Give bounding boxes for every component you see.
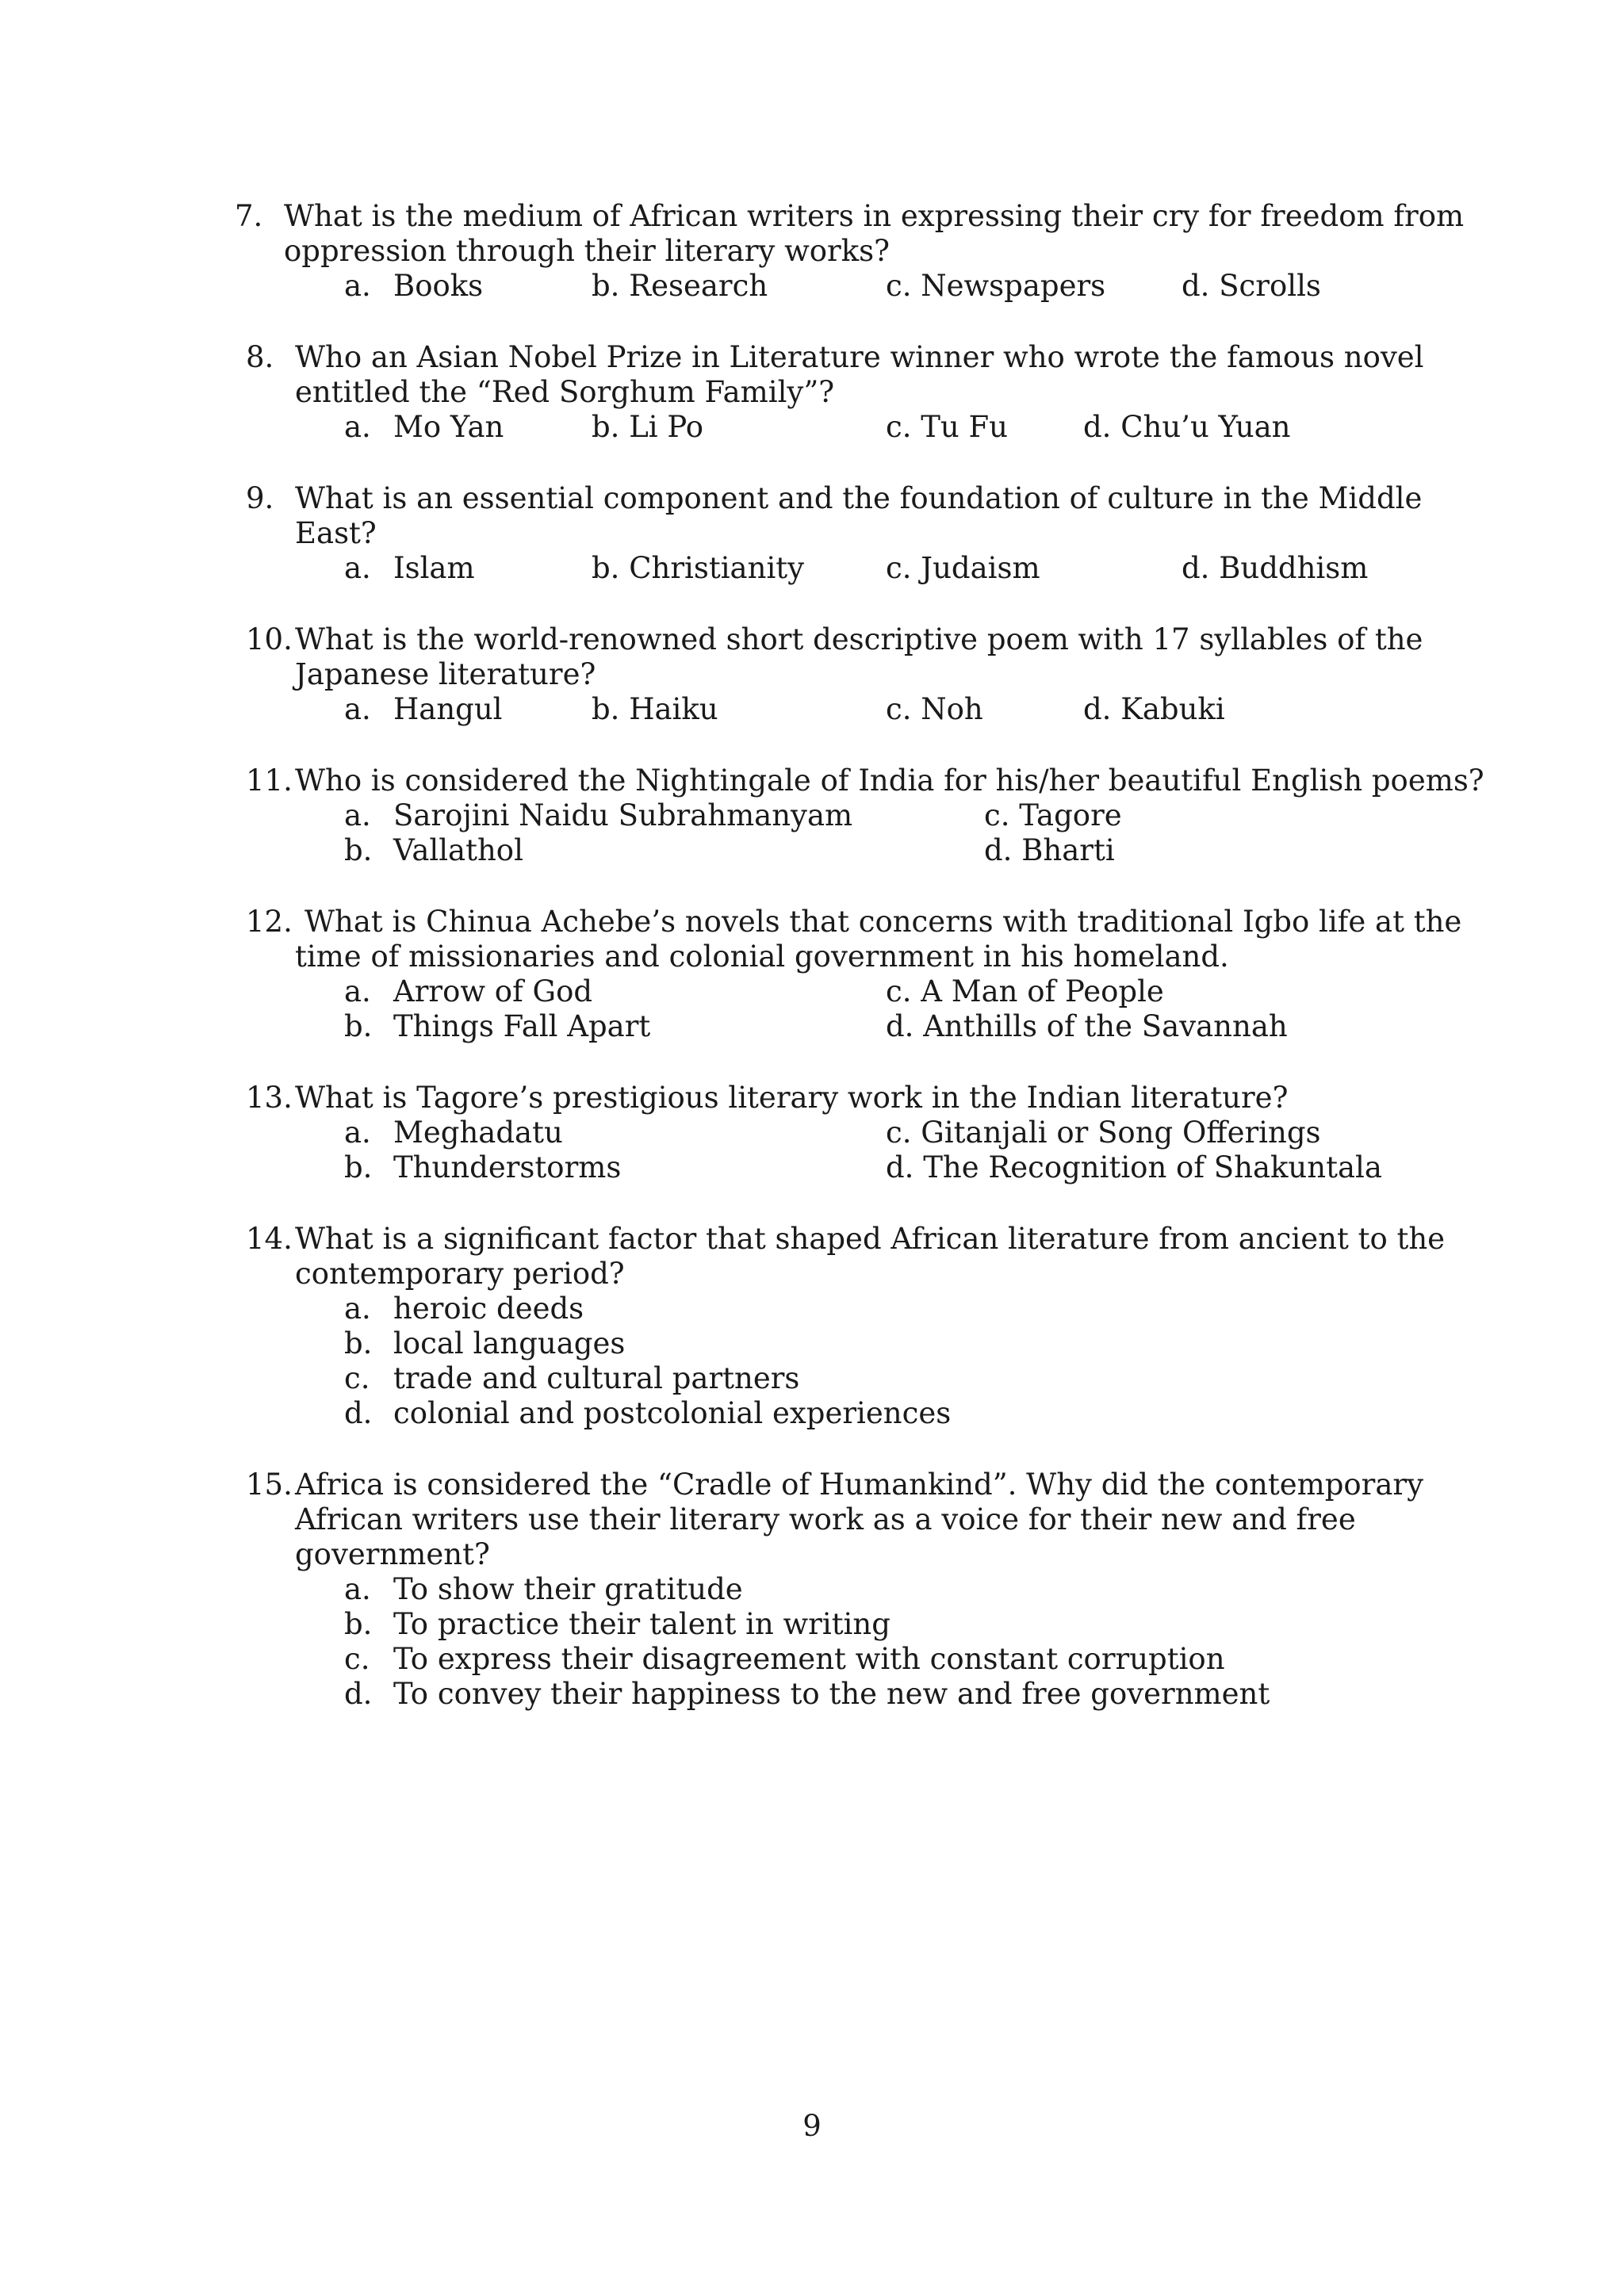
question-number: 8. xyxy=(246,340,274,374)
question-number: 14. xyxy=(246,1222,293,1256)
question-number: 13. xyxy=(246,1081,293,1115)
option-letter: a. xyxy=(344,551,371,585)
option-letter: a. xyxy=(344,692,371,726)
question-text-line: entitled the “Red Sorghum Family”? xyxy=(295,375,835,409)
option-text: local languages xyxy=(393,1326,626,1360)
question-text-line: What is an essential component and the foundation of culture in the Middle xyxy=(295,481,1423,515)
option-c xyxy=(344,1642,1225,1677)
question-text-line: Who is considered the Nightingale of India for his/her beautiful English poems? xyxy=(295,763,1484,798)
option-text: Books xyxy=(393,269,484,303)
option-c: c. Noh xyxy=(886,692,983,726)
question-number: 12. xyxy=(246,905,293,939)
option-b: b. Li Po xyxy=(592,410,704,444)
option-a xyxy=(344,692,503,727)
option-text: Arrow of God xyxy=(393,974,593,1008)
option-c: c. Gitanjali or Song Offerings xyxy=(886,1115,1321,1150)
option-text: Islam xyxy=(393,551,475,585)
question-text-line: oppression through their literary works? xyxy=(284,234,890,268)
question-text-line: Who an Asian Nobel Prize in Literature winner who wrote the famous novel xyxy=(295,340,1424,374)
question-text-line: government? xyxy=(295,1537,490,1571)
option-d: d. Anthills of the Savannah xyxy=(886,1009,1288,1043)
question-number: 15. xyxy=(246,1468,293,1502)
question-text-line: What is Chinua Achebe’s novels that concerns with traditional Igbo life at the xyxy=(304,905,1462,939)
option-d: d. Bharti xyxy=(984,833,1115,867)
option-text: Meghadatu xyxy=(393,1115,563,1150)
option-text: To express their disagreement with constant corruption xyxy=(393,1642,1225,1676)
option-a xyxy=(344,1115,563,1150)
option-c xyxy=(344,1361,799,1396)
question-number: 9. xyxy=(246,481,274,515)
option-c: c. Judaism xyxy=(886,551,1040,585)
question-number: 10. xyxy=(246,622,293,656)
option-text: trade and cultural partners xyxy=(393,1361,800,1395)
option-d: d. Scrolls xyxy=(1182,269,1321,303)
option-letter: b. xyxy=(344,833,373,867)
option-c: c. Newspapers xyxy=(886,269,1106,303)
option-d: d. Chu’u Yuan xyxy=(1083,410,1291,444)
question-text-line: What is a significant factor that shaped African literature from ancient to the xyxy=(295,1222,1446,1256)
option-a xyxy=(344,798,852,833)
option-b: b. Research xyxy=(592,269,768,303)
option-letter: a. xyxy=(344,798,371,832)
option-letter: b. xyxy=(344,1326,373,1360)
question-text-line: time of missionaries and colonial government in his homeland. xyxy=(295,939,1229,974)
option-text: To practice their talent in writing xyxy=(393,1607,891,1641)
option-d xyxy=(344,1396,951,1431)
option-b xyxy=(344,1326,625,1361)
option-a xyxy=(344,1292,584,1326)
option-text: To convey their happiness to the new and free government xyxy=(393,1677,1270,1711)
option-text: To show their gratitude xyxy=(393,1572,743,1606)
option-d xyxy=(344,1677,1270,1712)
option-letter: b. xyxy=(344,1150,373,1184)
question-number: 11. xyxy=(246,763,293,798)
option-letter: a. xyxy=(344,410,371,444)
option-letter: a. xyxy=(344,269,371,303)
question-text-line: What is Tagore’s prestigious literary work in the Indian literature? xyxy=(295,1081,1289,1115)
option-letter: c. xyxy=(344,1361,370,1395)
question-text-line: Japanese literature? xyxy=(295,657,596,691)
option-b xyxy=(344,1150,621,1185)
option-text: Mo Yan xyxy=(393,410,504,444)
option-letter: a. xyxy=(344,1572,371,1606)
option-c: c. A Man of People xyxy=(886,974,1164,1008)
question-text-line: Africa is considered the “Cradle of Humankind”. Why did the contemporary xyxy=(295,1468,1424,1502)
option-b xyxy=(344,833,523,868)
question-text-line: African writers use their literary work as a voice for their new and free xyxy=(295,1502,1356,1536)
option-letter: d. xyxy=(344,1677,373,1711)
option-b: b. Christianity xyxy=(592,551,805,585)
option-letter: a. xyxy=(344,1292,371,1326)
option-text: heroic deeds xyxy=(393,1292,584,1326)
question-text-line: contemporary period? xyxy=(295,1257,625,1291)
option-d: d. Kabuki xyxy=(1083,692,1225,726)
question-text-line: What is the medium of African writers in expressing their cry for freedom from xyxy=(284,199,1465,233)
question-text-line: East? xyxy=(295,516,377,550)
option-letter: c. xyxy=(344,1642,370,1676)
option-d: d. The Recognition of Shakuntala xyxy=(886,1150,1382,1184)
option-letter: a. xyxy=(344,1115,371,1150)
option-b xyxy=(344,1607,891,1642)
option-text: Sarojini Naidu Subrahmanyam xyxy=(393,798,853,832)
option-letter: b. xyxy=(344,1607,373,1641)
question-number: 7. xyxy=(235,199,263,233)
option-c: c. Tu Fu xyxy=(886,410,1009,444)
option-d: d. Buddhism xyxy=(1182,551,1369,585)
option-a xyxy=(344,269,483,304)
option-text: Hangul xyxy=(393,692,503,726)
option-text: Thunderstorms xyxy=(393,1150,622,1184)
option-b: b. Haiku xyxy=(592,692,718,726)
option-b xyxy=(344,1009,650,1044)
option-text: colonial and postcolonial experiences xyxy=(393,1396,952,1430)
option-letter: a. xyxy=(344,974,371,1008)
option-text: Vallathol xyxy=(393,833,523,867)
option-text: Things Fall Apart xyxy=(393,1009,651,1043)
option-c: c. Tagore xyxy=(984,798,1122,832)
option-letter: d. xyxy=(344,1396,373,1430)
option-a xyxy=(344,410,504,445)
option-a xyxy=(344,551,475,586)
option-a xyxy=(344,974,592,1009)
page-number: 9 xyxy=(802,2109,822,2143)
option-a xyxy=(344,1572,743,1607)
question-text-line: What is the world-renowned short descriptive poem with 17 syllables of the xyxy=(295,622,1423,656)
option-letter: b. xyxy=(344,1009,373,1043)
